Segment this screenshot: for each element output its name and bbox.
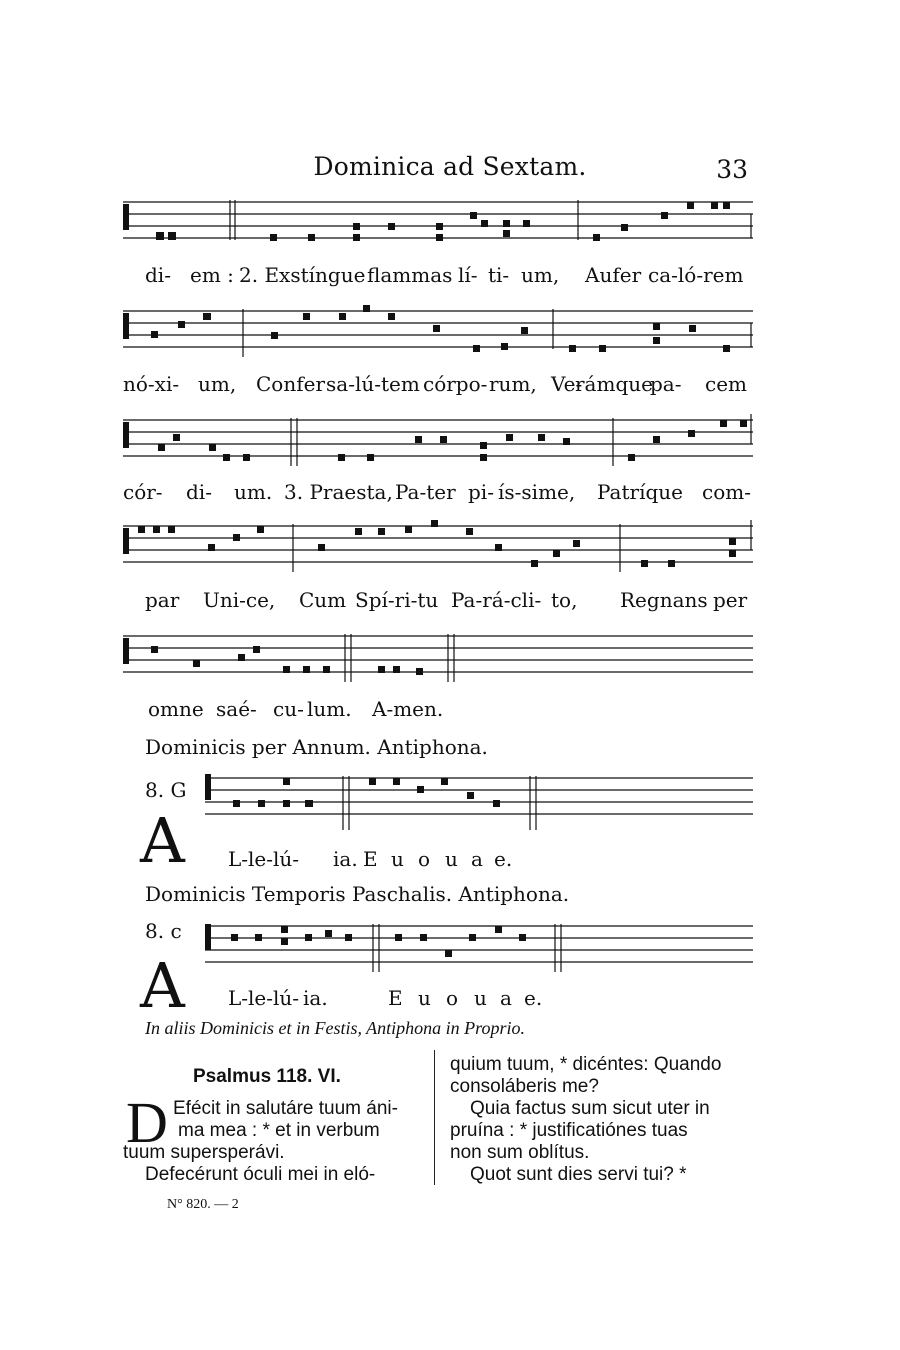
initial-letter-1: A [140,804,185,877]
syllable: a [500,986,512,1010]
syllable: ia. [333,847,358,871]
music-staff-1 [123,196,753,266]
syllable: sa-lú-tem [326,372,420,396]
syllable: nó-xi- [123,372,180,396]
syllable: Aufer [585,263,642,287]
syllable: 3. Praesta, [284,480,393,504]
syllable: um, [198,372,237,396]
syllable: per [713,588,748,612]
syllable: L-le-lú- [228,986,300,1010]
rubric-note: In aliis Dominicis et in Festis, Antiphona in Proprio. [145,1018,525,1038]
syllable: um. [234,480,273,504]
mode-label-1: 8. G [145,778,187,802]
psalm-line: non sum oblítus. [450,1142,590,1163]
syllable: E [388,986,403,1010]
syllable: córpo- [423,372,488,396]
syllable: ca-ló-rem [648,263,744,287]
syllable: di- [145,263,171,287]
antiphon-rubric-2: Dominicis Temporis Paschalis. Antiphona. [145,882,570,906]
syllable: ia. [303,986,328,1010]
psalm-line: tuum supersperávi. [123,1142,285,1163]
syllable: Pa-rá-cli- [451,588,542,612]
syllable: um, [521,263,560,287]
page-number: 33 [716,155,748,184]
syllable: u [445,847,458,871]
page-title: Dominica ad Sextam. [313,152,587,181]
initial-letter-2: A [140,949,185,1022]
psalm-line: pruína : * justificatiónes tuas [450,1120,688,1141]
syllable: flammas [367,263,453,287]
syllable: cór- [123,480,163,504]
psalm-line: Efécit in salutáre tuum áni- [173,1098,398,1119]
syllable: pa- [650,372,682,396]
psalm-line: Quia factus sum sicut uter in [470,1098,710,1119]
syllable: Pa-ter [395,480,456,504]
syllable: di- [186,480,212,504]
psalm-line: consoláberis me? [450,1076,599,1097]
syllable: rámque [575,372,653,396]
syllable: par [145,588,180,612]
psalm-line: quium tuum, * dicéntes: Quando [450,1054,722,1075]
syllable: Confer [256,372,326,396]
syllable: com- [702,480,751,504]
syllable: Patríque [597,480,683,504]
psalm-line: ma mea : * et in verbum [178,1120,380,1141]
music-staff-5 [123,630,753,700]
music-staff-3 [123,414,753,484]
syllable: A-men. [372,697,444,721]
mode-label-2: 8. c [145,919,182,943]
drop-cap: D [126,1090,168,1155]
syllable: Ve- [551,372,583,396]
syllable: Spí-ri-tu [355,588,439,612]
music-staff-4 [123,520,753,590]
psalm-line: Quot sunt dies servi tui? * [470,1164,687,1185]
syllable: e. [524,986,543,1010]
syllable: 2. Exstíngue [239,263,366,287]
music-staff-antiphon-1 [205,772,753,842]
syllable: pi- [468,480,494,504]
syllable: e. [494,847,513,871]
psalm-title: Psalmus 118. VI. [193,1066,341,1087]
psalm-line: Defecérunt óculi mei in eló- [145,1164,376,1185]
syllable: ís-sime, [498,480,576,504]
syllable: cem [705,372,748,396]
syllable: a [471,847,483,871]
music-staff-2 [123,305,753,375]
syllable: to, [551,588,578,612]
syllable: u [474,986,487,1010]
column-divider [434,1050,435,1185]
syllable: em : [190,263,234,287]
syllable: ti- [488,263,510,287]
music-staff-antiphon-2 [205,920,753,990]
syllable: saé- [216,697,257,721]
syllable: o [446,986,459,1010]
printer-signature: N° 820. — 2 [167,1197,239,1212]
syllable: E [363,847,378,871]
syllable: o [418,847,431,871]
syllable: u [391,847,404,871]
syllable: Uni-ce, [203,588,276,612]
syllable: lum. [307,697,352,721]
syllable: lí- [458,263,478,287]
syllable: Regnans [620,588,708,612]
syllable: u [418,986,431,1010]
syllable: omne [148,697,204,721]
syllable: L-le-lú- [228,847,300,871]
antiphon-rubric-1: Dominicis per Annum. Antiphona. [145,735,488,759]
syllable: Cum [299,588,347,612]
syllable: rum, [489,372,537,396]
syllable: cu- [273,697,304,721]
